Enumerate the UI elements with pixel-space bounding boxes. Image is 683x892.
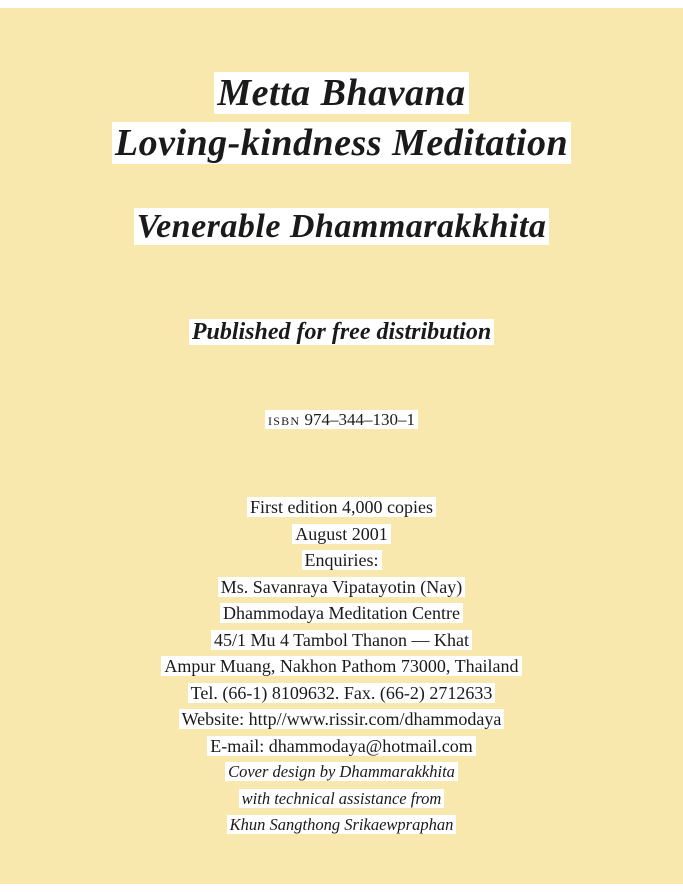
address-line-2: [0, 653, 683, 680]
isbn-text: [265, 410, 418, 429]
isbn-line: [0, 409, 683, 432]
title-line-2: [0, 120, 683, 166]
date-line: [0, 521, 683, 548]
email-line: [0, 733, 683, 760]
email-text: E-mail: dhammodaya@hotmail.com: [207, 736, 476, 756]
website-text: Website: http//www.rissir.com/dhammodaya: [179, 709, 505, 729]
enquiries-heading-text: Enquiries:: [302, 550, 382, 570]
credit-line-1: [0, 759, 683, 786]
phone-fax-line: [0, 680, 683, 707]
credit-line-1-text: Cover design by Dhammarakkhita: [225, 762, 458, 781]
address-line-1-text: 45/1 Mu 4 Tambol Thanon — Khat: [211, 630, 472, 650]
author-line: [0, 206, 683, 248]
title-line-1-text: Metta Bhavana: [214, 72, 468, 114]
contact-name-line: [0, 574, 683, 601]
edition-text: First edition 4,000 copies: [247, 497, 436, 517]
title-line-2-text: Loving-kindness Meditation: [112, 122, 571, 164]
centre-name-line: [0, 600, 683, 627]
phone-fax-text: Tel. (66-1) 8109632. Fax. (66-2) 2712633: [188, 683, 496, 703]
credit-line-3-text: Khun Sangthong Srikaewpraphan: [227, 815, 457, 834]
date-text: August 2001: [292, 524, 391, 544]
credit-line-2-text: with technical assistance from: [239, 789, 445, 808]
address-line-2-text: Ampur Muang, Nakhon Pathom 73000, Thailand: [161, 656, 521, 676]
author-name: Venerable Dhammarakkhita: [134, 208, 550, 245]
published-note: [0, 317, 683, 347]
credit-line-3: [0, 812, 683, 839]
credit-line-2: [0, 786, 683, 813]
enquiries-heading: [0, 547, 683, 574]
published-note-text: Published for free distribution: [189, 319, 494, 345]
isbn-number: 974–344–130–1: [304, 410, 415, 429]
centre-name-text: Dhammodaya Meditation Centre: [220, 603, 463, 623]
website-line: [0, 706, 683, 733]
address-line-1: [0, 627, 683, 654]
contact-name-text: Ms. Savanraya Vipatayotin (Nay): [218, 577, 466, 597]
isbn-label: ISBN: [268, 414, 301, 428]
title-line-1: [0, 70, 683, 116]
book-page: [0, 8, 683, 884]
edition-line: [0, 494, 683, 521]
